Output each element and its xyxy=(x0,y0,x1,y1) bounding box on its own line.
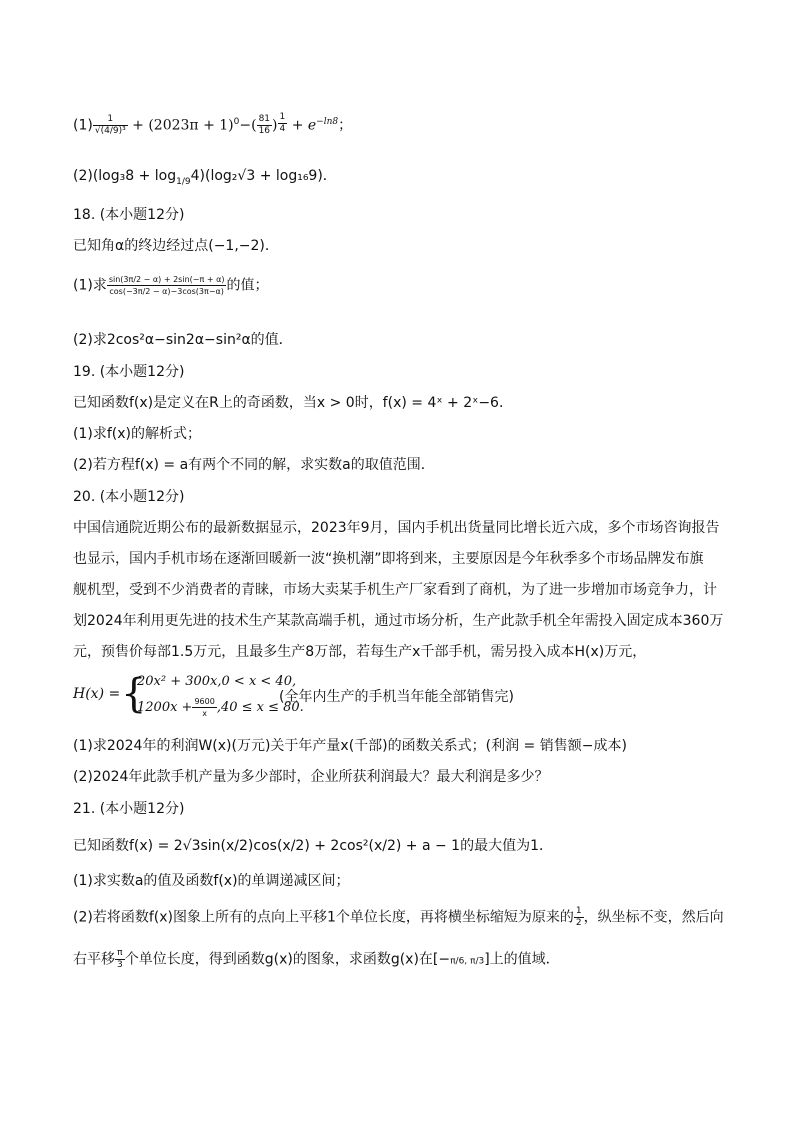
expr-text: 4)(log₂√3 + log₁₆9)． xyxy=(190,168,337,184)
p17-item1 xyxy=(73,112,352,137)
item-tail: 的值； xyxy=(226,277,269,294)
fraction-half: $\frac{1}{2}$ xyxy=(575,906,582,928)
q18-item1 xyxy=(73,274,268,297)
piece-case-1: 20x² + 300x,0 < x < 40, xyxy=(137,674,297,689)
q20-item1: (1)求2024年的利润W(x)(万元)关于年产量x(千部)的函数关系式；(利润 = 销售额−成本) xyxy=(73,738,627,754)
q21-stem: 已知函数f(x) = 2√3sin(x/2)cos(x/2) + 2cos²(x/2) + a − 1的最大值为1． xyxy=(73,838,553,854)
q20-piecewise xyxy=(73,672,713,720)
item-label: (1) xyxy=(73,117,93,134)
q19-item1: (1)求f(x)的解析式； xyxy=(73,426,201,442)
fraction-81-16: $\frac{81}{16}$ xyxy=(258,114,271,137)
expr-term: + e xyxy=(291,117,317,134)
q20-paragraph-line: 也显示，国内手机市场在逐渐回暖新一波“换机潮”即将到来，主要原因是今年秋季多个市场品牌发布旗 xyxy=(73,551,704,567)
q19-stem: 已知函数f(x)是定义在R上的奇函数，当x > 0时，f(x) = 4ˣ + 2ˣ−6． xyxy=(73,395,513,411)
fraction-9600-x: $\frac{9600}{x}$ xyxy=(194,697,215,718)
q20-item2: (2)2024年此款手机产量为多少部时，企业所获利润最大？最大利润是多少？ xyxy=(73,769,549,785)
exponent: 0 xyxy=(233,117,240,127)
exponent: −ln8 xyxy=(316,117,339,127)
fraction-pi-3: $\frac{\pi}{3}$ xyxy=(117,948,123,970)
q21-header: 21. (本小题12分) xyxy=(73,801,185,817)
text-run: 个单位长度，得到函数g(x)的图象，求函数g(x)在[− xyxy=(124,951,451,968)
piecewise-note: (全年内生产的手机当年能全部销售完) xyxy=(279,689,514,705)
q21-item2-line1 xyxy=(73,906,724,929)
text-run: 右平移 xyxy=(73,951,115,968)
subscript: 1/9 xyxy=(176,176,191,187)
q20-paragraph-line: 舰机型，受到不少消费者的青睐，市场大卖某手机生产厂家看到了商机，为了进一步增加市场竞争力，计 xyxy=(73,582,717,598)
q19-item2: (2)若方程f(x) = a有两个不同的解，求实数a的取值范围． xyxy=(73,457,435,473)
expr-term: + (2023π + 1) xyxy=(132,117,234,134)
trig-fraction: $\frac{\sin(3\pi/2 - \alpha) + 2\sin(-\pi + \alpha)}{\cos(-3\pi/2 - \alpha)-3\cos(3\pi-\alpha)}$ xyxy=(108,275,225,296)
brace: { xyxy=(121,671,147,717)
expr-text: (2)(log₃8 + log xyxy=(73,168,177,184)
q18-header: 18. (本小题12分) xyxy=(73,207,185,223)
q20-paragraph-line: 中国信通院近期公布的最新数据显示，2023年9月，国内手机出货量同比增长近六成，多个市场咨询报告 xyxy=(73,520,720,536)
q21-item2-line2 xyxy=(73,948,560,972)
p17-item2 xyxy=(73,166,337,192)
text-run: ]上的值域． xyxy=(484,951,560,968)
q20-header: 20. (本小题12分) xyxy=(73,489,185,505)
piece-term: ,40 ≤ x ≤ 80. xyxy=(216,700,304,715)
reciprocal-fraction: $\frac{1}{\text{√(4/9)³}}$ xyxy=(94,114,126,137)
text-run: ，纵坐标不变，然后向 xyxy=(583,909,724,926)
q18-stem: 已知角α的终边经过点(−1,−2)． xyxy=(73,238,279,254)
interval-bounds: π/6, π/3 xyxy=(450,956,485,967)
q18-item2: (2)求2cos²α−sin2α−sin²α的值． xyxy=(73,332,293,348)
exponent-quarter: 1 4 xyxy=(279,112,286,134)
piecewise-lhs: H(x) = xyxy=(73,686,121,702)
text-run: (2)若将函数f(x)图象上所有的点向上平移1个单位长度，再将横坐标缩短为原来的 xyxy=(73,909,574,926)
punct: ； xyxy=(338,117,353,134)
piece-term: 1200x + xyxy=(137,700,193,715)
q19-header: 19. (本小题12分) xyxy=(73,364,185,380)
paren: ) xyxy=(272,117,278,134)
item-label: (1)求 xyxy=(73,277,107,294)
expr-term: −( xyxy=(239,117,257,134)
q20-paragraph-line: 元，预售价每部1.5万元，且最多生产8万部，若每生产x千部手机，需另投入成本H(x)万元， xyxy=(73,644,647,660)
q21-item1: (1)求实数a的值及函数f(x)的单调递减区间； xyxy=(73,873,350,889)
q20-paragraph-line: 划2024年利用更先进的技术生产某款高端手机，通过市场分析，生产此款手机全年需投入固定成本360万 xyxy=(73,613,724,629)
